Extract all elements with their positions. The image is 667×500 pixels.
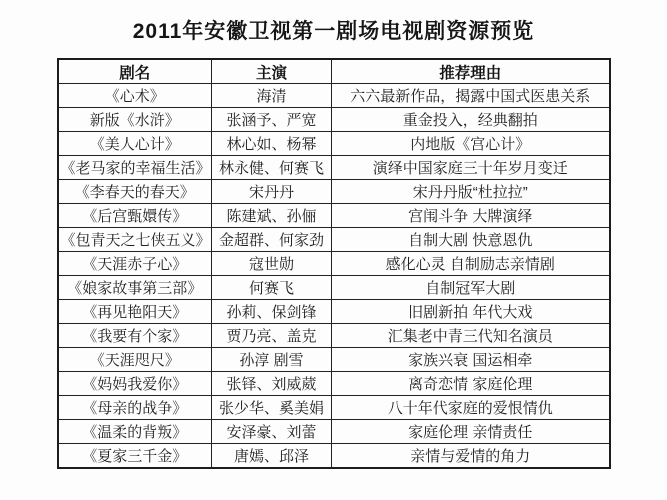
reason-cell: 家族兴衰 国运相牵: [332, 348, 610, 372]
cast-cell: 陈建斌、孙俪: [212, 204, 332, 228]
table-row: [58, 372, 610, 396]
table-row: [58, 132, 610, 156]
reason-cell: 旧剧新拍 年代大戏: [332, 300, 610, 324]
table-row: [58, 348, 610, 372]
page-title: 2011年安徽卫视第一剧场电视剧资源预览: [132, 20, 535, 43]
reason-cell: 八十年代家庭的爱恨情仇: [332, 396, 610, 420]
reason-cell: 感化心灵 自制励志亲情剧: [332, 252, 610, 276]
reason-cell: 自制大剧 快意恩仇: [332, 228, 610, 252]
cast-cell: 孙莉、保剑锋: [212, 300, 332, 324]
drama-name-cell: 《天涯咫尺》: [58, 348, 212, 372]
reason-cell: 亲情与爱情的角力: [332, 444, 610, 469]
cast-cell: 安泽豪、刘蕾: [212, 420, 332, 444]
cast-cell: 林心如、杨幂: [212, 132, 332, 156]
drama-name-cell: 新版《水浒》: [58, 108, 212, 132]
drama-name-cell: 《母亲的战争》: [58, 396, 212, 420]
table-row: [58, 228, 610, 252]
reason-cell: 自制冠军大剧: [332, 276, 610, 300]
drama-name-cell: 《老马家的幸福生活》: [58, 156, 212, 180]
reason-cell: 内地版《宫心计》: [332, 132, 610, 156]
table-header-row: [58, 59, 610, 84]
drama-name-cell: 《美人心计》: [58, 132, 212, 156]
drama-preview-table: [57, 58, 611, 469]
table-row: [58, 84, 610, 108]
cast-cell: 张涵予、严宽: [212, 108, 332, 132]
reason-cell: 汇集老中青三代知名演员: [332, 324, 610, 348]
table-row: [58, 204, 610, 228]
drama-name-cell: 《温柔的背叛》: [58, 420, 212, 444]
table-row: [58, 108, 610, 132]
drama-name-cell: 《李春天的春天》: [58, 180, 212, 204]
cast-cell: 何赛飞: [212, 276, 332, 300]
header-reason: 推荐理由: [332, 59, 610, 84]
table-row: [58, 420, 610, 444]
reason-cell: 离奇恋情 家庭伦理: [332, 372, 610, 396]
table-row: [58, 180, 610, 204]
table-row: [58, 396, 610, 420]
table-row: [58, 300, 610, 324]
reason-cell: 宋丹丹版“杜拉拉”: [332, 180, 610, 204]
header-drama-name: 剧名: [58, 59, 212, 84]
reason-cell: 演绎中国家庭三十年岁月变迁: [332, 156, 610, 180]
table-row: [58, 444, 610, 469]
drama-name-cell: 《娘家故事第三部》: [58, 276, 212, 300]
cast-cell: 林永健、何赛飞: [212, 156, 332, 180]
drama-name-cell: 《妈妈我爱你》: [58, 372, 212, 396]
drama-name-cell: 《包青天之七侠五义》: [58, 228, 212, 252]
table-row: [58, 276, 610, 300]
drama-name-cell: 《再见艳阳天》: [58, 300, 212, 324]
drama-name-cell: 《后宫甄嬛传》: [58, 204, 212, 228]
reason-cell: 家庭伦理 亲情责任: [332, 420, 610, 444]
cast-cell: 张少华、奚美娟: [212, 396, 332, 420]
reason-cell: 重金投入，经典翻拍: [332, 108, 610, 132]
table-row: [58, 252, 610, 276]
cast-cell: 张铎、刘威葳: [212, 372, 332, 396]
drama-name-cell: 《天涯赤子心》: [58, 252, 212, 276]
table-row: [58, 156, 610, 180]
cast-cell: 宋丹丹: [212, 180, 332, 204]
cast-cell: 贾乃亮、盖克: [212, 324, 332, 348]
drama-name-cell: 《心术》: [58, 84, 212, 108]
drama-name-cell: 《我要有个家》: [58, 324, 212, 348]
cast-cell: 唐嫣、邱泽: [212, 444, 332, 469]
drama-name-cell: 《夏家三千金》: [58, 444, 212, 469]
cast-cell: 孙淳 剧雪: [212, 348, 332, 372]
reason-cell: 六六最新作品，揭露中国式医患关系: [332, 84, 610, 108]
table-row: [58, 324, 610, 348]
cast-cell: 海清: [212, 84, 332, 108]
cast-cell: 寇世勋: [212, 252, 332, 276]
cast-cell: 金超群、何家劲: [212, 228, 332, 252]
reason-cell: 宫闱斗争 大牌演绎: [332, 204, 610, 228]
header-cast: 主演: [212, 59, 332, 84]
